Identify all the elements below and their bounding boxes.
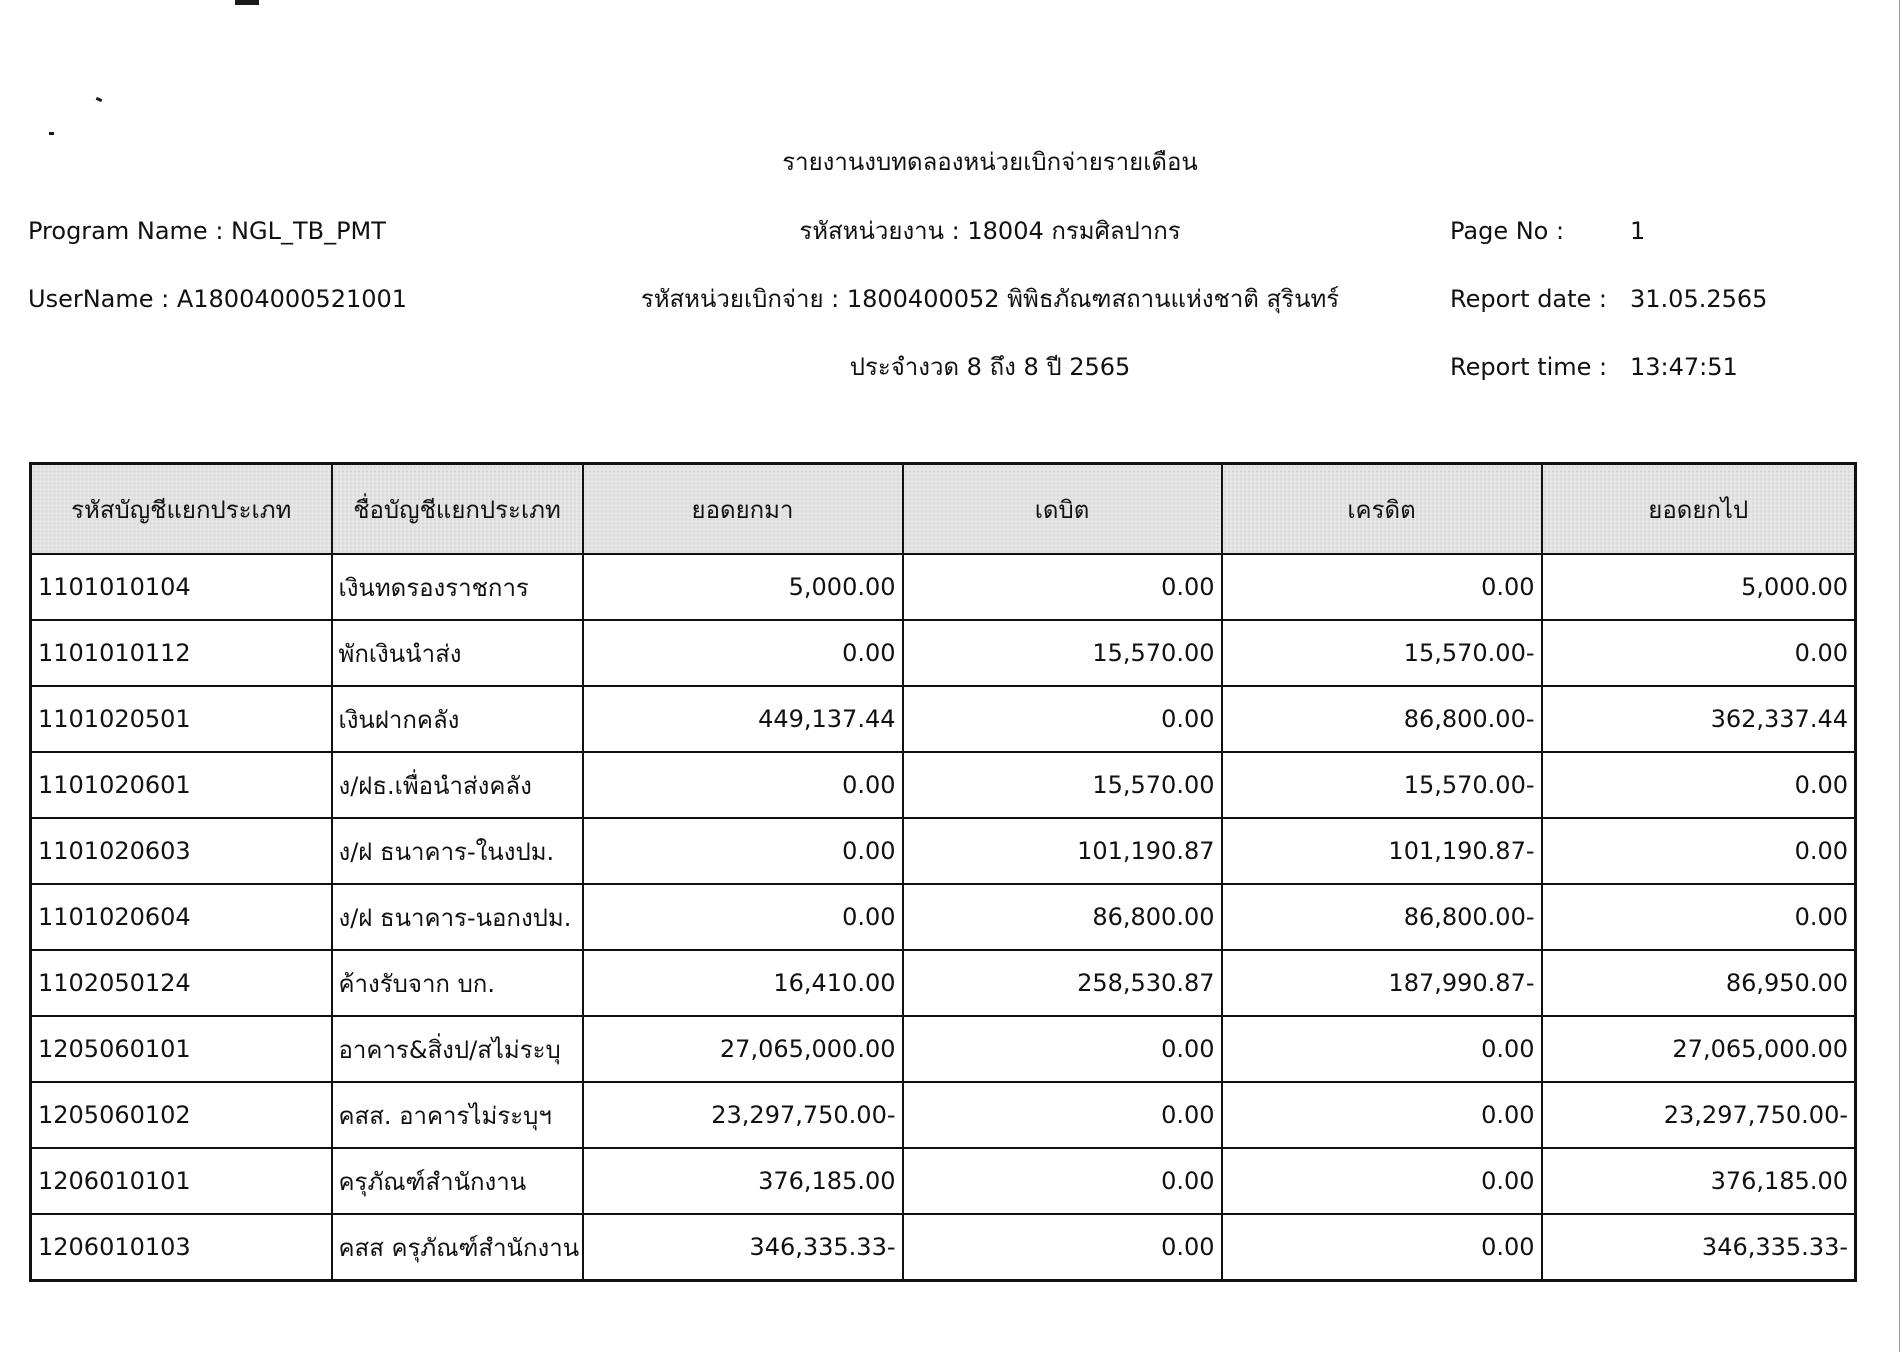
credit-cell: 15,570.00- xyxy=(1222,752,1542,818)
account-name-cell: พักเงินนำส่ง xyxy=(332,620,583,686)
report-date-value: 31.05.2565 xyxy=(1630,285,1768,313)
account-code-cell: 1101020604 xyxy=(31,884,332,950)
table-row xyxy=(31,620,1856,686)
account-code-cell: 1101020601 xyxy=(31,752,332,818)
scan-speck xyxy=(96,97,103,102)
account-name-cell: คสส. อาคารไม่ระบุฯ xyxy=(332,1082,583,1148)
closing-balance-cell: 23,297,750.00- xyxy=(1542,1082,1856,1148)
report-title: รายงานงบทดลองหน่วยเบิกจ่ายรายเดือน xyxy=(782,148,1198,176)
scan-speck xyxy=(49,132,54,135)
account-name-cell: อาคาร&สิ่งป/สไม่ระบุ xyxy=(332,1016,583,1082)
col-account-name-header: ชื่อบัญชีแยกประเภท xyxy=(332,464,583,555)
credit-cell: 86,800.00- xyxy=(1222,884,1542,950)
report-time-value: 13:47:51 xyxy=(1630,353,1738,381)
opening-balance-cell: 23,297,750.00- xyxy=(583,1082,903,1148)
debit-cell: 86,800.00 xyxy=(903,884,1222,950)
opening-balance-cell: 449,137.44 xyxy=(583,686,903,752)
credit-cell: 0.00 xyxy=(1222,1214,1542,1281)
opening-balance-cell: 0.00 xyxy=(583,884,903,950)
account-name-cell: ค้างรับจาก บก. xyxy=(332,950,583,1016)
debit-cell: 0.00 xyxy=(903,1016,1222,1082)
col-debit-header: เดบิต xyxy=(903,464,1222,555)
account-name-cell: คสส ครุภัณฑ์สำนักงาน xyxy=(332,1214,583,1281)
table-row xyxy=(31,686,1856,752)
closing-balance-cell: 376,185.00 xyxy=(1542,1148,1856,1214)
debit-cell: 0.00 xyxy=(903,554,1222,620)
table-row xyxy=(31,818,1856,884)
table-row xyxy=(31,1082,1856,1148)
opening-balance-cell: 376,185.00 xyxy=(583,1148,903,1214)
disbursing-unit: รหัสหน่วยเบิกจ่าย : 1800400052 พิพิธภัณฑสถานแห่งชาติ สุรินทร์ xyxy=(640,285,1340,313)
opening-balance-cell: 5,000.00 xyxy=(583,554,903,620)
credit-cell: 187,990.87- xyxy=(1222,950,1542,1016)
closing-balance-cell: 86,950.00 xyxy=(1542,950,1856,1016)
table-row xyxy=(31,1016,1856,1082)
col-account-code-header: รหัสบัญชีแยกประเภท xyxy=(31,464,332,555)
opening-balance-cell: 16,410.00 xyxy=(583,950,903,1016)
credit-cell: 101,190.87- xyxy=(1222,818,1542,884)
debit-cell: 0.00 xyxy=(903,1082,1222,1148)
table-header-row xyxy=(31,464,1856,555)
user-name: UserName : A18004000521001 xyxy=(28,285,408,313)
account-name-cell: เงินฝากคลัง xyxy=(332,686,583,752)
account-code-cell: 1206010101 xyxy=(31,1148,332,1214)
opening-balance-cell: 27,065,000.00 xyxy=(583,1016,903,1082)
col-closing-balance-header: ยอดยกไป xyxy=(1542,464,1856,555)
table-row xyxy=(31,1148,1856,1214)
opening-balance-cell: 346,335.33- xyxy=(583,1214,903,1281)
agency-code: รหัสหน่วยงาน : 18004 กรมศิลปากร xyxy=(799,217,1181,245)
debit-cell: 0.00 xyxy=(903,686,1222,752)
opening-balance-cell: 0.00 xyxy=(583,620,903,686)
closing-balance-cell: 0.00 xyxy=(1542,752,1856,818)
closing-balance-cell: 346,335.33- xyxy=(1542,1214,1856,1281)
account-name-cell: ง/ฝธ.เพื่อนำส่งคลัง xyxy=(332,752,583,818)
account-code-cell: 1205060102 xyxy=(31,1082,332,1148)
account-code-cell: 1101020501 xyxy=(31,686,332,752)
col-opening-balance-header: ยอดยกมา xyxy=(583,464,903,555)
report-date-label: Report date : xyxy=(1450,285,1608,313)
credit-cell: 86,800.00- xyxy=(1222,686,1542,752)
closing-balance-cell: 27,065,000.00 xyxy=(1542,1016,1856,1082)
credit-cell: 0.00 xyxy=(1222,1082,1542,1148)
account-name-cell: ง/ฝ ธนาคาร-ในงปม. xyxy=(332,818,583,884)
closing-balance-cell: 5,000.00 xyxy=(1542,554,1856,620)
credit-cell: 0.00 xyxy=(1222,1016,1542,1082)
program-name: Program Name : NGL_TB_PMT xyxy=(28,217,386,245)
account-name-cell: เงินทดรองราชการ xyxy=(332,554,583,620)
account-code-cell: 1101020603 xyxy=(31,818,332,884)
table-row xyxy=(31,554,1856,620)
closing-balance-cell: 0.00 xyxy=(1542,884,1856,950)
closing-balance-cell: 0.00 xyxy=(1542,620,1856,686)
account-code-cell: 1206010103 xyxy=(31,1214,332,1281)
opening-balance-cell: 0.00 xyxy=(583,818,903,884)
closing-balance-cell: 362,337.44 xyxy=(1542,686,1856,752)
debit-cell: 0.00 xyxy=(903,1214,1222,1281)
account-name-cell: ครุภัณฑ์สำนักงาน xyxy=(332,1148,583,1214)
table-row xyxy=(31,752,1856,818)
page-no-label: Page No : xyxy=(1450,217,1565,245)
debit-cell: 15,570.00 xyxy=(903,752,1222,818)
account-code-cell: 1101010112 xyxy=(31,620,332,686)
trial-balance-table xyxy=(29,462,1857,1282)
account-code-cell: 1205060101 xyxy=(31,1016,332,1082)
col-credit-header: เครดิต xyxy=(1222,464,1542,555)
credit-cell: 0.00 xyxy=(1222,1148,1542,1214)
report-time-label: Report time : xyxy=(1450,353,1608,381)
credit-cell: 0.00 xyxy=(1222,554,1542,620)
page-no-value: 1 xyxy=(1630,217,1646,245)
closing-balance-cell: 0.00 xyxy=(1542,818,1856,884)
debit-cell: 101,190.87 xyxy=(903,818,1222,884)
scan-mark xyxy=(235,0,259,5)
debit-cell: 15,570.00 xyxy=(903,620,1222,686)
page-edge xyxy=(1899,0,1900,1352)
table-row xyxy=(31,950,1856,1016)
opening-balance-cell: 0.00 xyxy=(583,752,903,818)
table-row xyxy=(31,1214,1856,1281)
account-code-cell: 1102050124 xyxy=(31,950,332,1016)
report-period: ประจำงวด 8 ถึง 8 ปี 2565 xyxy=(849,353,1131,381)
account-code-cell: 1101010104 xyxy=(31,554,332,620)
table-row xyxy=(31,884,1856,950)
credit-cell: 15,570.00- xyxy=(1222,620,1542,686)
account-name-cell: ง/ฝ ธนาคาร-นอกงปม. xyxy=(332,884,583,950)
debit-cell: 258,530.87 xyxy=(903,950,1222,1016)
debit-cell: 0.00 xyxy=(903,1148,1222,1214)
